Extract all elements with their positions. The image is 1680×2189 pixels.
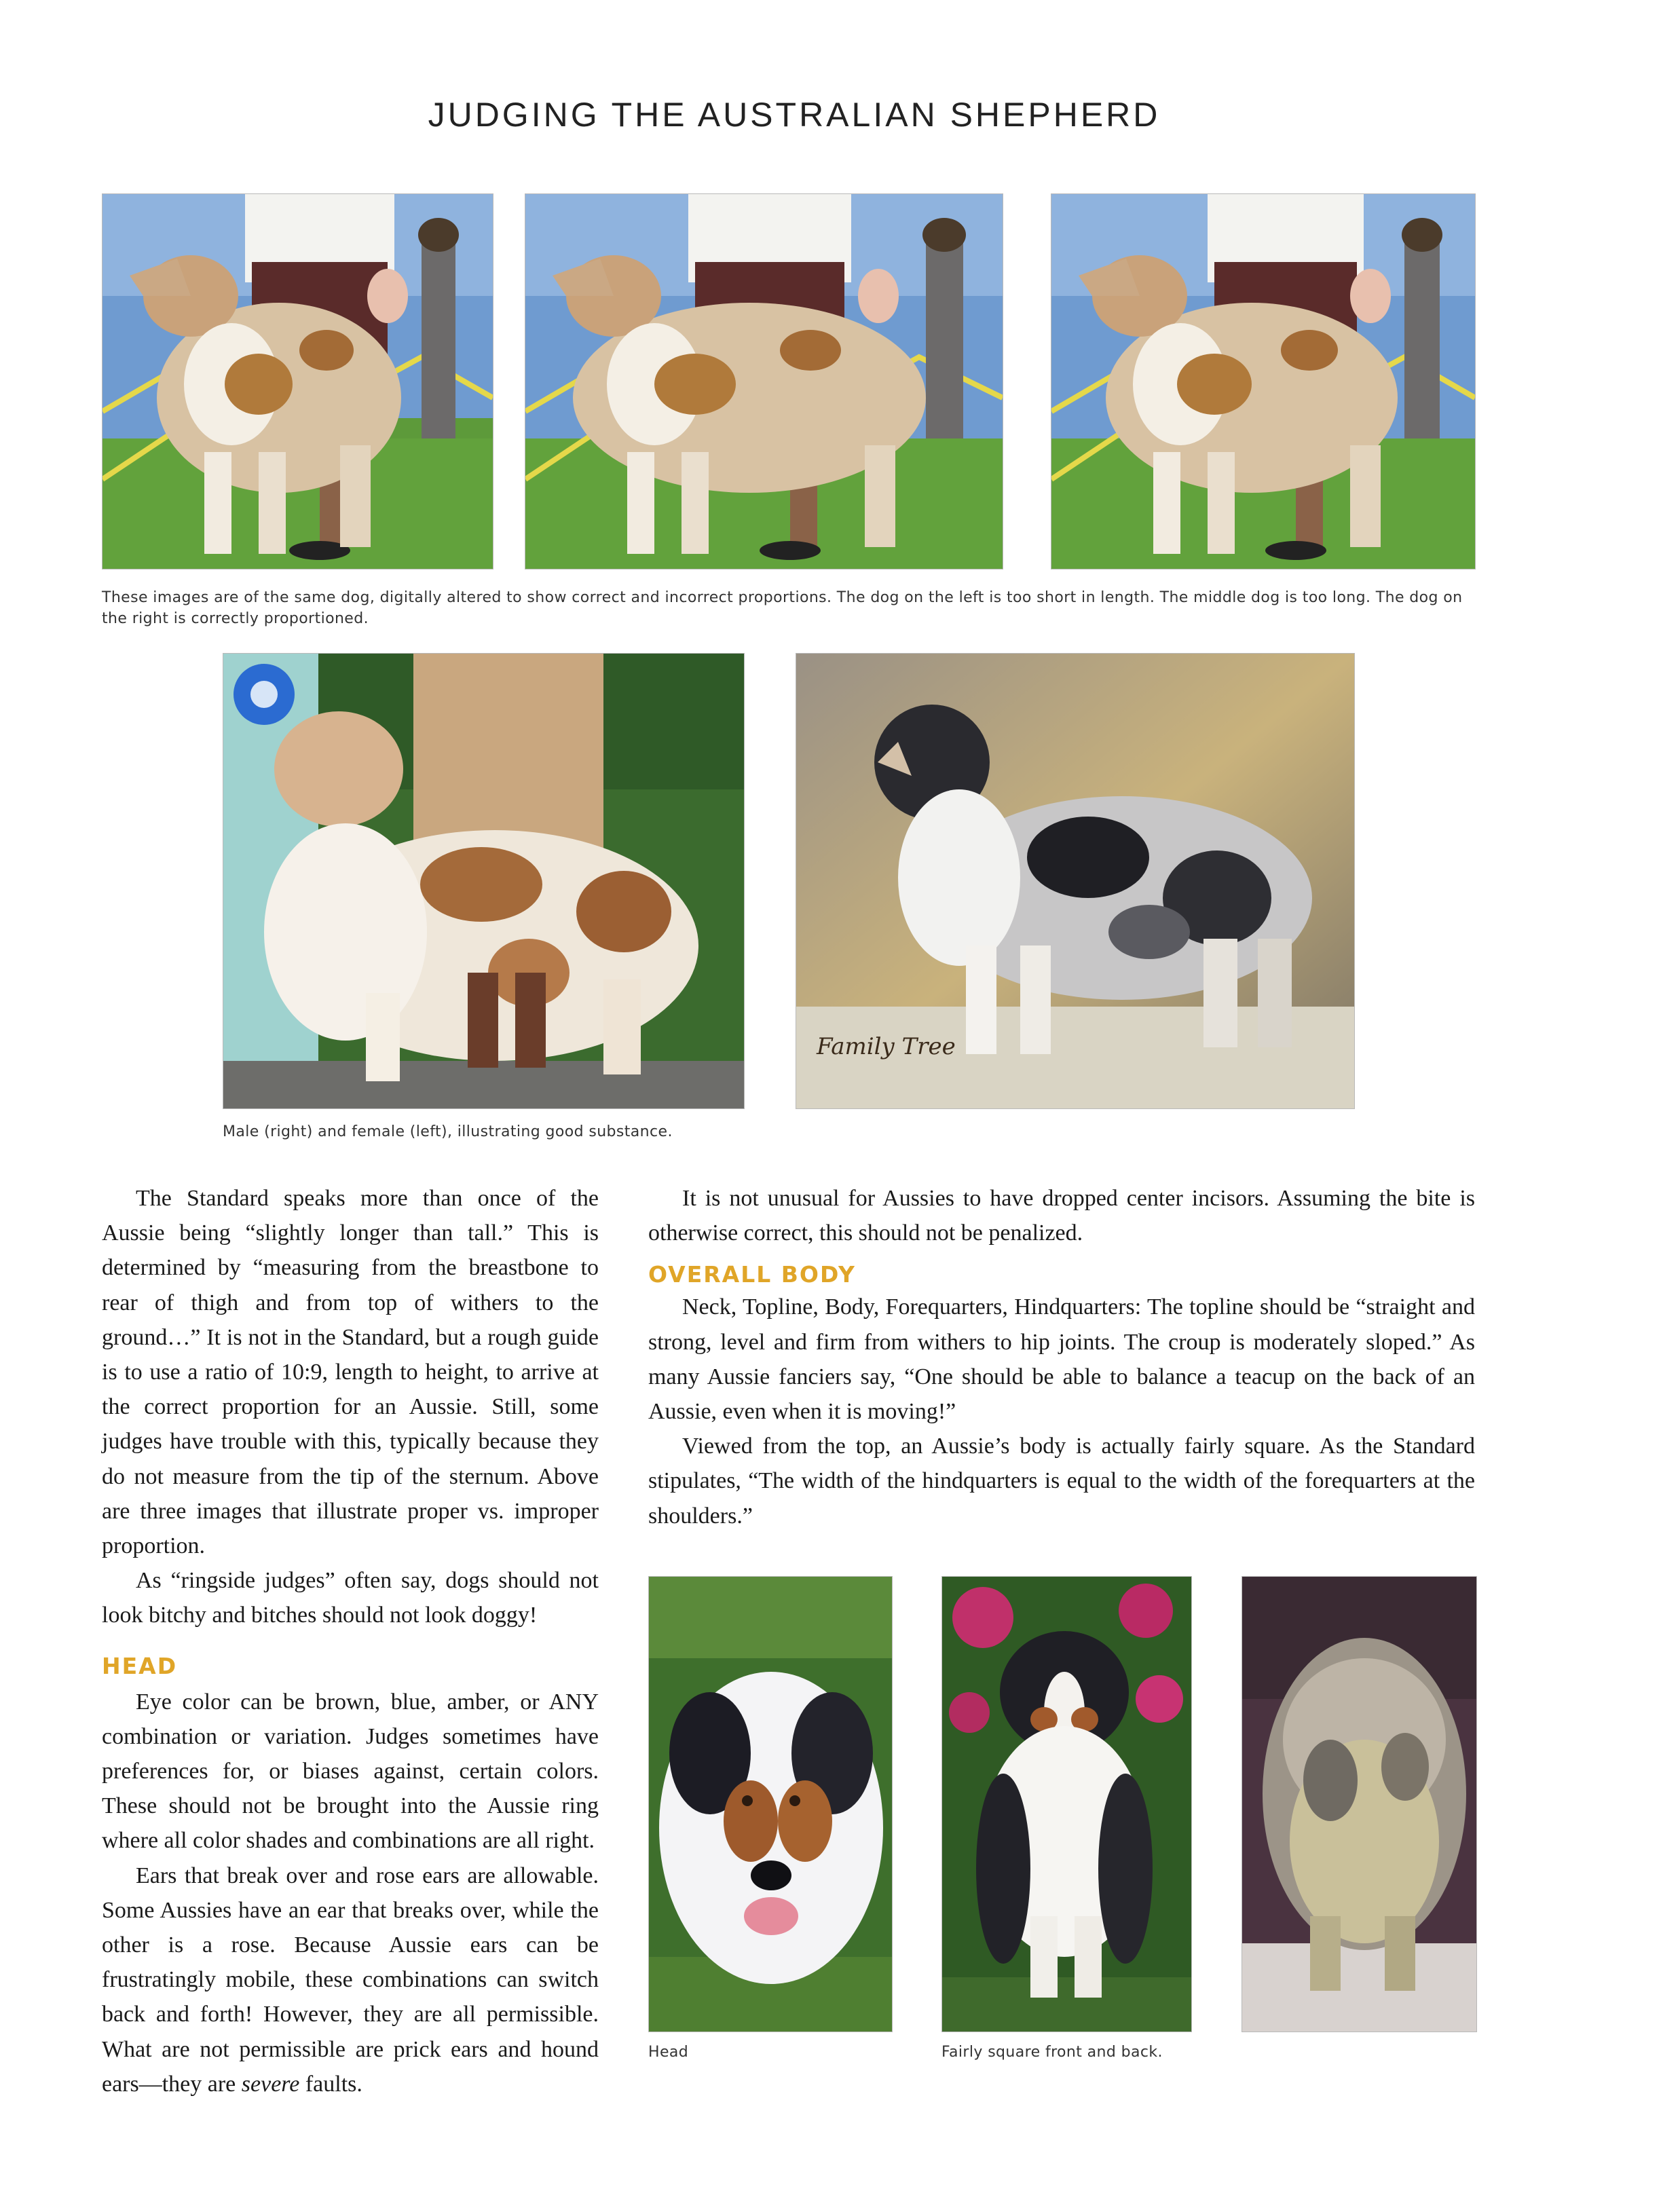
right-text-column xyxy=(648,1181,1475,1533)
photo-female-substance xyxy=(223,653,745,1109)
paragraph-incisors: It is not unusual for Aussies to have dropped center incisors. Assuming the bite is otherwise correct, this should not be penalized. xyxy=(648,1186,1475,1246)
photo-front-view xyxy=(941,1576,1192,2032)
paragraph-square-body: Viewed from the top, an Aussie’s body is actually fairly square. As the Standard stipulates, “The width of the hindquarters is equal to the width of the forequarters at the shoulders.” xyxy=(648,1434,1475,1529)
photo-rear-view xyxy=(1242,1576,1477,2032)
proportions-caption: These images are of the same dog, digitally altered to show correct and incorrect proportions. The dog on the left is too short in length. The middle dog is too long. The dog on the right is correctly proportioned. xyxy=(102,589,1463,627)
section-heading-overall-body: OVERALL BODY xyxy=(648,1261,856,1288)
head-caption: Head xyxy=(648,2044,689,2061)
photo-dog-too-long xyxy=(525,193,1003,569)
paragraph-ears: Ears that break over and rose ears are allowable. Some Aussies have an ear that breaks over, while the other is a rose. Because Aussie ears can be frustratingly mobile, these combinations can switch back and forth! However, they are all permissible. What are not permissible are prick ears and hound ears—they are severe faults. xyxy=(102,1863,599,2097)
paragraph-ringside: As “ringside judges” often say, dogs should not look bitchy and bitches should not look doggy! xyxy=(102,1568,599,1628)
paragraph-proportion: The Standard speaks more than once of the Aussie being “slightly longer than tall.” This is determined by “measuring from the breastbone to rear of thigh and from top of withers to the ground…” It is not in the Standard, but a rough guide is to use a ratio of 10:9, length to height, to arrive at the correct proportion for an Aussie. Still, some judges have trouble with this, typically because they do not measure from the tip of the sternum. Above are three images that illustrate proper vs. improper proportion. xyxy=(102,1186,599,1559)
paragraph-topline: Neck, Topline, Body, Forequarters, Hindquarters: The topline should be “straight and strong, level and firm from withers to hip joints. The croup is moderately sloped.” As many Aussie fanciers say, “One should be able to balance a teacup on the back of an Aussie, even when it is moving!” xyxy=(648,1294,1475,1425)
left-text-column xyxy=(102,1181,599,2101)
paragraph-eye-color: Eye color can be brown, blue, amber, or ANY combination or variation. Judges sometimes have preferences for, or biases against, certain colors. These should not be brought into the Aussie ring where all color shades and combinations are all right. xyxy=(102,1689,599,1854)
square-caption: Fairly square front and back. xyxy=(941,2044,1163,2061)
photo-dog-correct-proportion xyxy=(1051,193,1476,569)
photo-signature: Family Tree xyxy=(817,1033,956,1060)
substance-caption: Male (right) and female (left), illustrating good substance. xyxy=(223,1123,673,1140)
photo-dog-too-short xyxy=(102,193,493,569)
photo-head xyxy=(648,1576,893,2032)
photo-male-substance xyxy=(796,653,1355,1109)
section-heading-head: HEAD xyxy=(102,1652,178,1679)
running-title: JUDGING THE AUSTRALIAN SHEPHERD xyxy=(428,96,1161,134)
